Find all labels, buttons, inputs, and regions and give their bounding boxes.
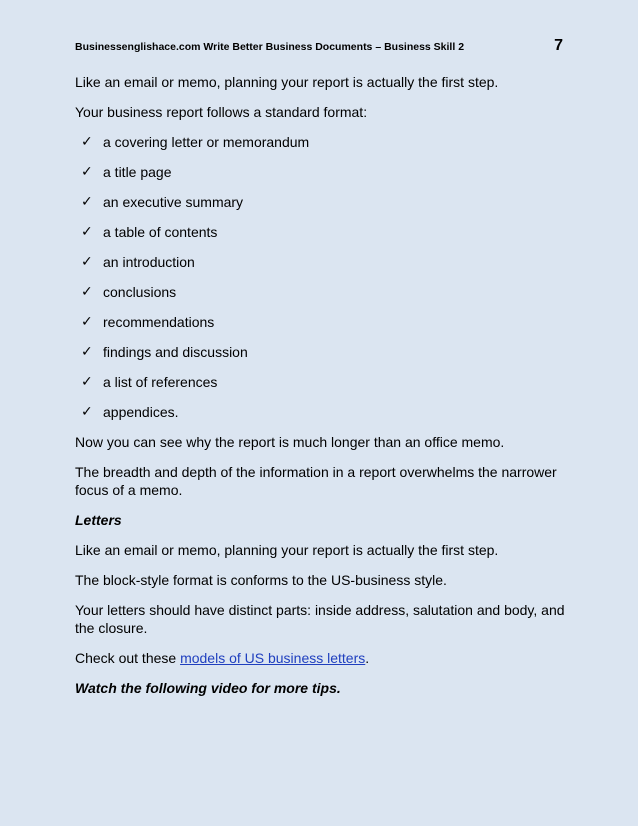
check-mark-icon: ✓ [81,224,93,240]
check-mark-icon: ✓ [81,164,93,180]
check-mark-icon: ✓ [81,404,93,420]
list-item: ✓ an introduction [81,254,195,270]
check-mark-icon: ✓ [81,194,93,210]
check-mark-icon: ✓ [81,374,93,390]
list-item: ✓ recommendations [81,314,215,330]
check-mark-icon: ✓ [81,134,93,150]
page-number: 7 [554,37,563,54]
list-item: ✓ a title page [81,164,172,180]
list-item: ✓ findings and discussion [81,344,248,360]
report-format-checklist [75,133,570,421]
breadth-paragraph: The breadth and depth of the information in a report overwhelms the narrower focus of a memo. [75,464,557,498]
letters-planning-paragraph: Like an email or memo, planning your report is actually the first step. [75,542,499,558]
header-title: Businessenglishace.com Write Better Business Documents – Business Skill 2 [75,41,465,53]
intro-paragraph: Like an email or memo, planning your report is actually the first step. [75,74,499,90]
business-letters-link[interactable]: models of US business letters [180,650,366,666]
block-style-paragraph: The block-style format is conforms to the US-business style. [75,572,447,588]
format-paragraph: Your business report follows a standard format: [75,104,368,120]
list-item: ✓ a table of contents [81,224,218,240]
comparison-paragraph: Now you can see why the report is much longer than an office memo. [75,434,505,450]
document-body [75,73,570,709]
check-mark-icon: ✓ [81,284,93,300]
letter-parts-paragraph: Your letters should have distinct parts: inside address, salutation and body, and the closure. [75,602,565,636]
check-mark-icon: ✓ [81,344,93,360]
check-mark-icon: ✓ [81,314,93,330]
check-mark-icon: ✓ [81,254,93,270]
list-item: ✓ an executive summary [81,194,244,210]
letters-heading: Letters [75,512,122,528]
list-item: ✓ a covering letter or memorandum [81,134,310,150]
list-item: ✓ a list of references [81,374,218,390]
list-item: ✓ conclusions [81,284,177,300]
checkout-paragraph: Check out these models of US business letters. [75,650,370,666]
page-header [75,38,569,58]
video-note: Watch the following video for more tips. [75,680,341,696]
list-item: ✓ appendices. [81,404,179,420]
